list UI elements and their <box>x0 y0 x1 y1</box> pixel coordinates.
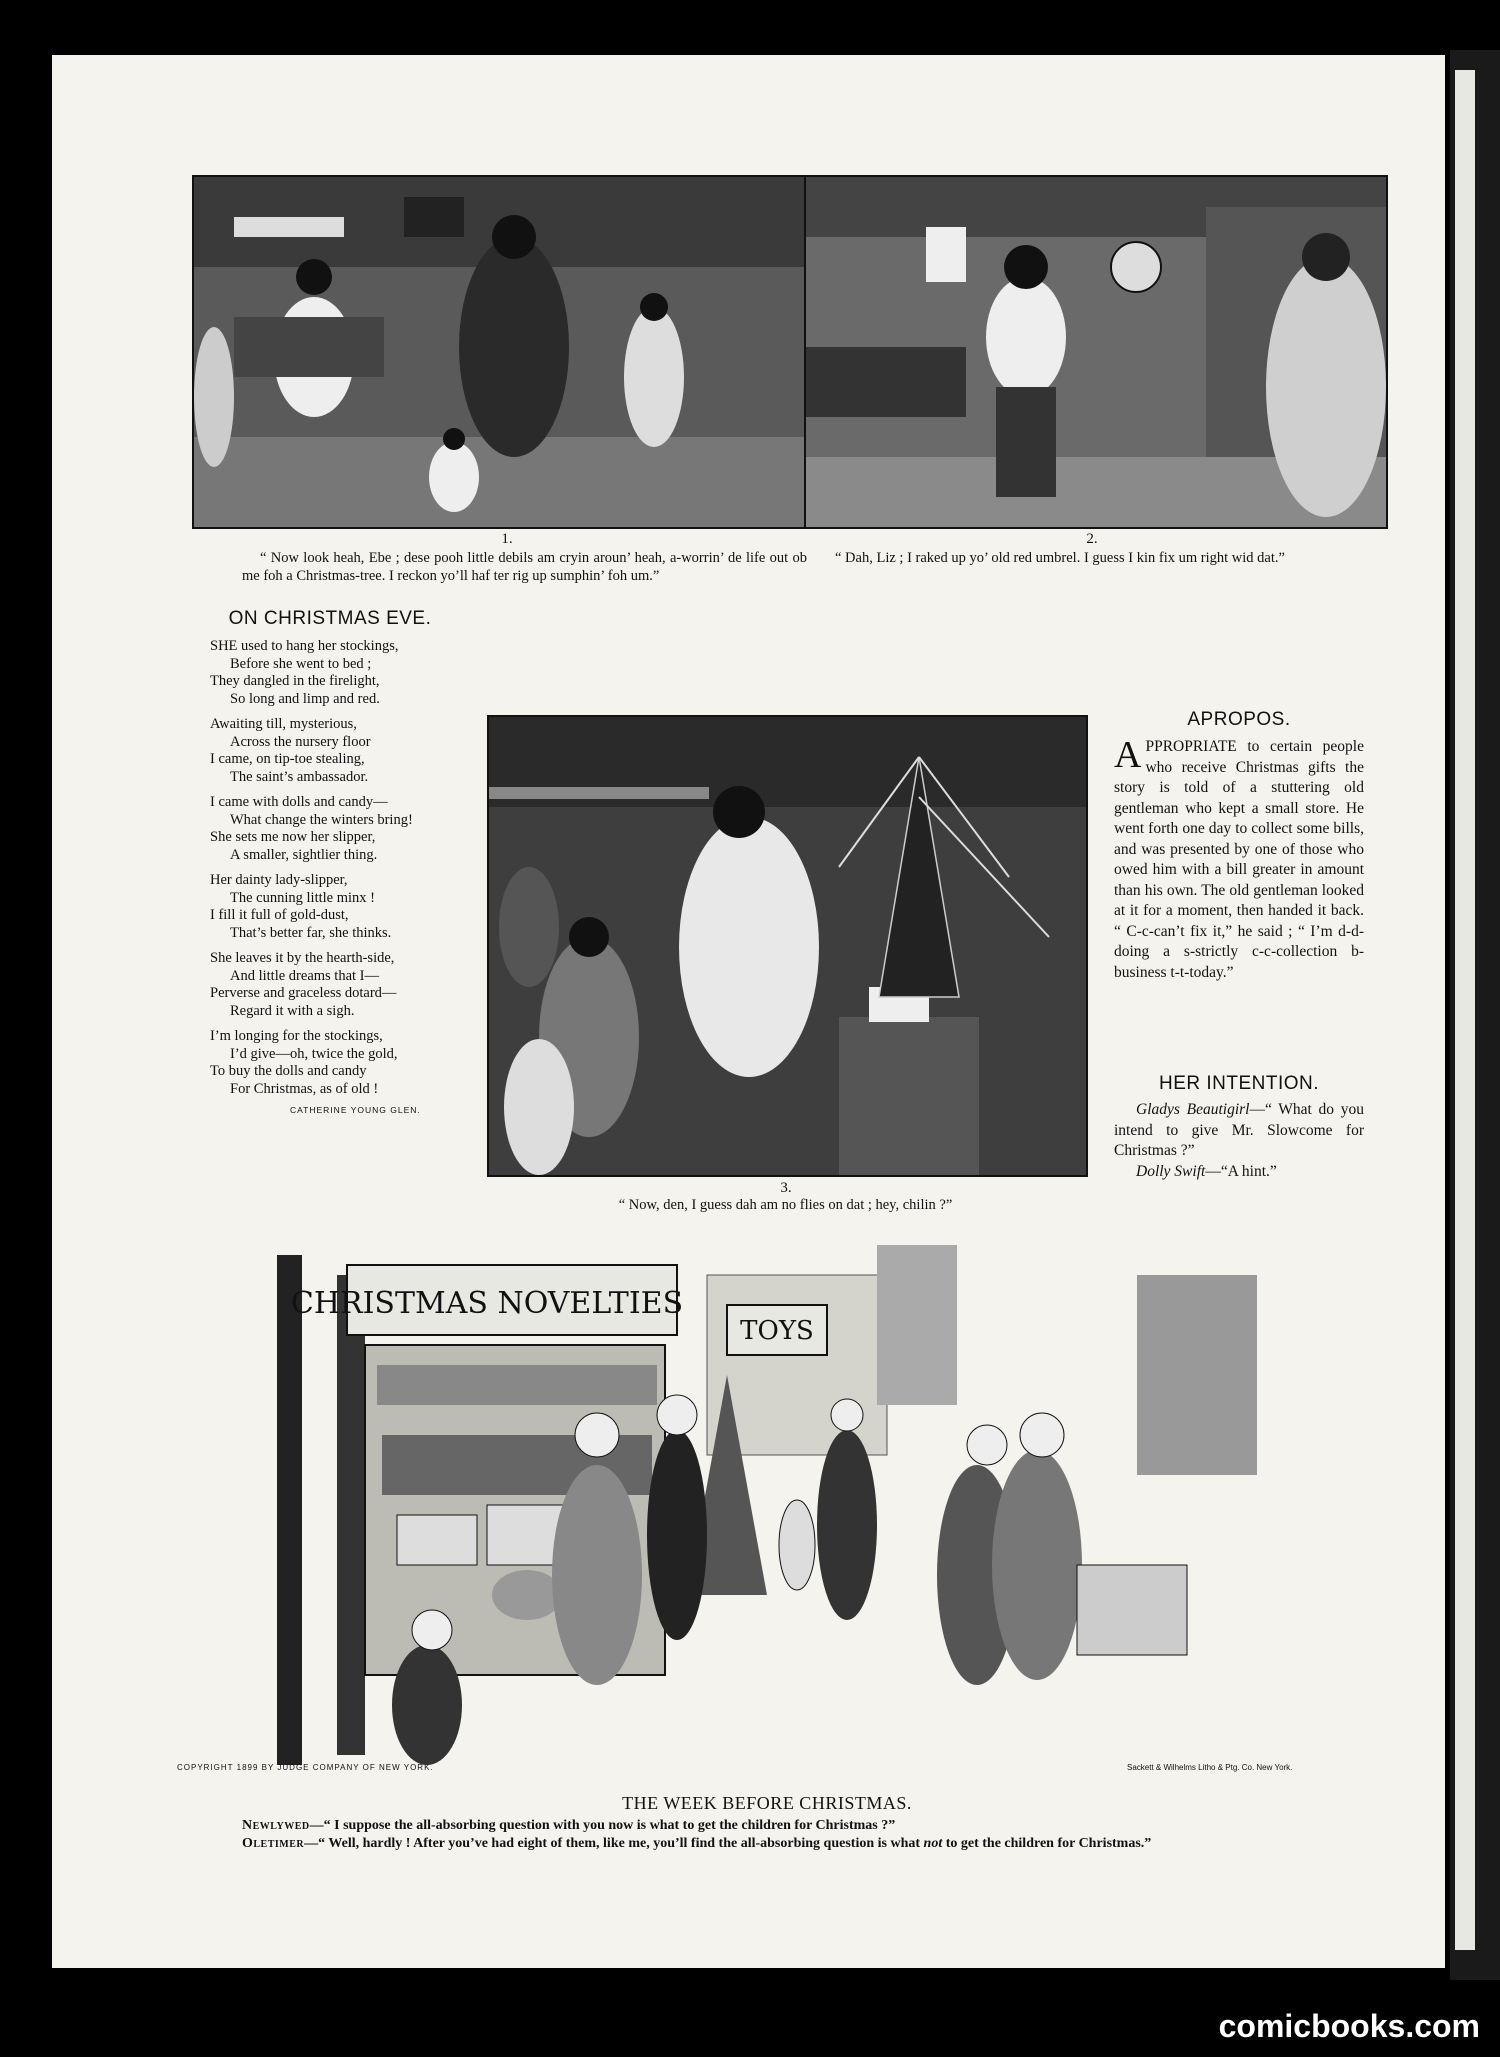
poem-line: I’m longing for the stockings, <box>210 1028 383 1044</box>
speaker-newlywed: Newlywed <box>242 1818 310 1833</box>
poem-line: Regard it with a sigh. <box>230 1002 355 1019</box>
poem-line: What change the winters bring! <box>230 811 413 828</box>
poem-line: Awaiting till, mysterious, <box>210 716 357 732</box>
apropos-text <box>1114 734 1364 983</box>
store-sign-text: CHRISTMAS NOVELTIES <box>290 1286 684 1321</box>
panel-2-number: 2. <box>1086 531 1098 547</box>
poem-title: ON CHRISTMAS EVE. <box>228 608 432 629</box>
panel-1-illustration <box>192 175 826 529</box>
poem-stanza <box>210 716 470 786</box>
speaker-oletimer: Oletimer <box>242 1836 305 1851</box>
panel-2-illustration <box>804 175 1388 529</box>
poem-line: She sets me now her slipper, <box>210 829 376 845</box>
panel-3-illustration <box>487 715 1088 1177</box>
poem-stanza <box>210 872 470 942</box>
poem-line: Before she went to bed ; <box>230 655 372 672</box>
poem-line: Her dainty lady-slipper, <box>210 872 348 888</box>
poem-line: The cunning little minx ! <box>230 889 375 906</box>
oletimer-line-b: to get the children for Christmas.” <box>942 1836 1152 1851</box>
poem-stanza <box>210 950 470 1020</box>
facing-page-edge <box>1455 70 1475 1950</box>
panel-1-caption: “ Now look heah, Ebe ; dese pooh little debils am cryin aroun’ heah, a-worrin’ de life out ob me foh a Christmas-tree. I reckon yo’ll haf ter rig up sumphin’ foh um.” <box>242 550 807 584</box>
printer-credit: Sackett & Wilhelms Litho & Ptg. Co. New York. <box>1127 1763 1293 1772</box>
poem-line: I’d give—oh, twice the gold, <box>230 1045 398 1062</box>
copyright-notice: COPYRIGHT 1899 BY JUDGE COMPANY OF NEW YORK. <box>177 1763 434 1772</box>
newlywed-line: —“ I suppose the all-absorbing question with you now is what to get the children for Christmas ?” <box>309 1818 896 1833</box>
poem-line: For Christmas, as of old ! <box>230 1080 379 1097</box>
panel-3-caption: “ Now, den, I guess dah am no flies on dat ; hey, chilin ?” <box>618 1197 953 1213</box>
poem-line: I fill it full of gold-dust, <box>210 907 349 923</box>
poem-line: To buy the dolls and candy <box>210 1063 367 1079</box>
poem-line: Perverse and graceless dotard— <box>210 985 397 1001</box>
intention-text <box>1114 1100 1364 1182</box>
intention-speaker-1: Gladys Beautigirl <box>1136 1101 1250 1118</box>
oletimer-line-a: —“ Well, hardly ! After you’ve had eight of them, like me, you’ll find the all-absorbing question is what <box>304 1836 924 1851</box>
poem-line: Across the nursery floor <box>230 733 371 750</box>
magazine-page <box>52 55 1445 1968</box>
intention-line-2: —“A hint.” <box>1205 1162 1277 1180</box>
poem-line: So long and limp and red. <box>230 690 380 707</box>
toys-sign-text: TOYS <box>740 1316 814 1346</box>
poem-line: And little dreams that I— <box>230 967 379 984</box>
apropos-body: PPROPRIATE to certain people who receive Christmas gifts the story is told of a stuttering old gentleman who kept a small store. He went forth one day to collect some bills, and was presented by one of those who owed him with a bill greater in amount than his own. The old gentleman looked at it for a moment, then handed it back. “ C-c-can’t fix it,” he said ; “ I’m d-d-doing a s-strictly c-c-collection b-business t-t-today.” <box>1114 738 1364 981</box>
panel-3-number: 3. <box>780 1180 792 1196</box>
cartoon-title: THE WEEK BEFORE CHRISTMAS. <box>622 1793 912 1813</box>
poem-line: I came, on tip-toe stealing, <box>210 751 365 767</box>
oletimer-emphasis: not <box>923 1836 943 1851</box>
cartoon-caption <box>242 1817 1362 1853</box>
site-watermark: comicbooks.com <box>1218 2008 1480 2044</box>
poem-line: She leaves it by the hearth-side, <box>210 950 395 966</box>
poem-stanza <box>210 1028 470 1098</box>
week-before-christmas-illustration <box>177 1235 1327 1775</box>
poem-line: A smaller, sightlier thing. <box>230 846 378 863</box>
poem-stanza <box>210 638 470 708</box>
caption-line-2 <box>242 1835 1362 1853</box>
poem-line: I came with dolls and candy— <box>210 794 388 810</box>
poem-line: The saint’s ambassador. <box>230 768 369 785</box>
intention-title: HER INTENTION. <box>1158 1073 1320 1094</box>
panel-2-caption: “ Dah, Liz ; I raked up yo’ old red umbrel. I guess I kin fix um right wid dat.” <box>835 550 1285 566</box>
poem-line: They dangled in the firelight, <box>210 673 380 689</box>
poem-body <box>210 638 470 1120</box>
caption-line-1 <box>242 1817 1362 1835</box>
intention-line-1: —“ What do you intend to give Mr. Slowcome for Christmas ?” <box>1114 1101 1364 1159</box>
poem-author: CATHERINE YOUNG GLEN. <box>290 1105 421 1115</box>
panel-1-number: 1. <box>501 531 513 547</box>
poem-line: SHE used to hang her stockings, <box>210 638 399 654</box>
intention-speaker-2: Dolly Swift <box>1136 1162 1206 1180</box>
poem-stanza <box>210 794 470 864</box>
poem-line: That’s better far, she thinks. <box>230 924 392 941</box>
apropos-dropcap: A <box>1114 734 1142 776</box>
apropos-title: APROPOS. <box>1187 709 1291 730</box>
